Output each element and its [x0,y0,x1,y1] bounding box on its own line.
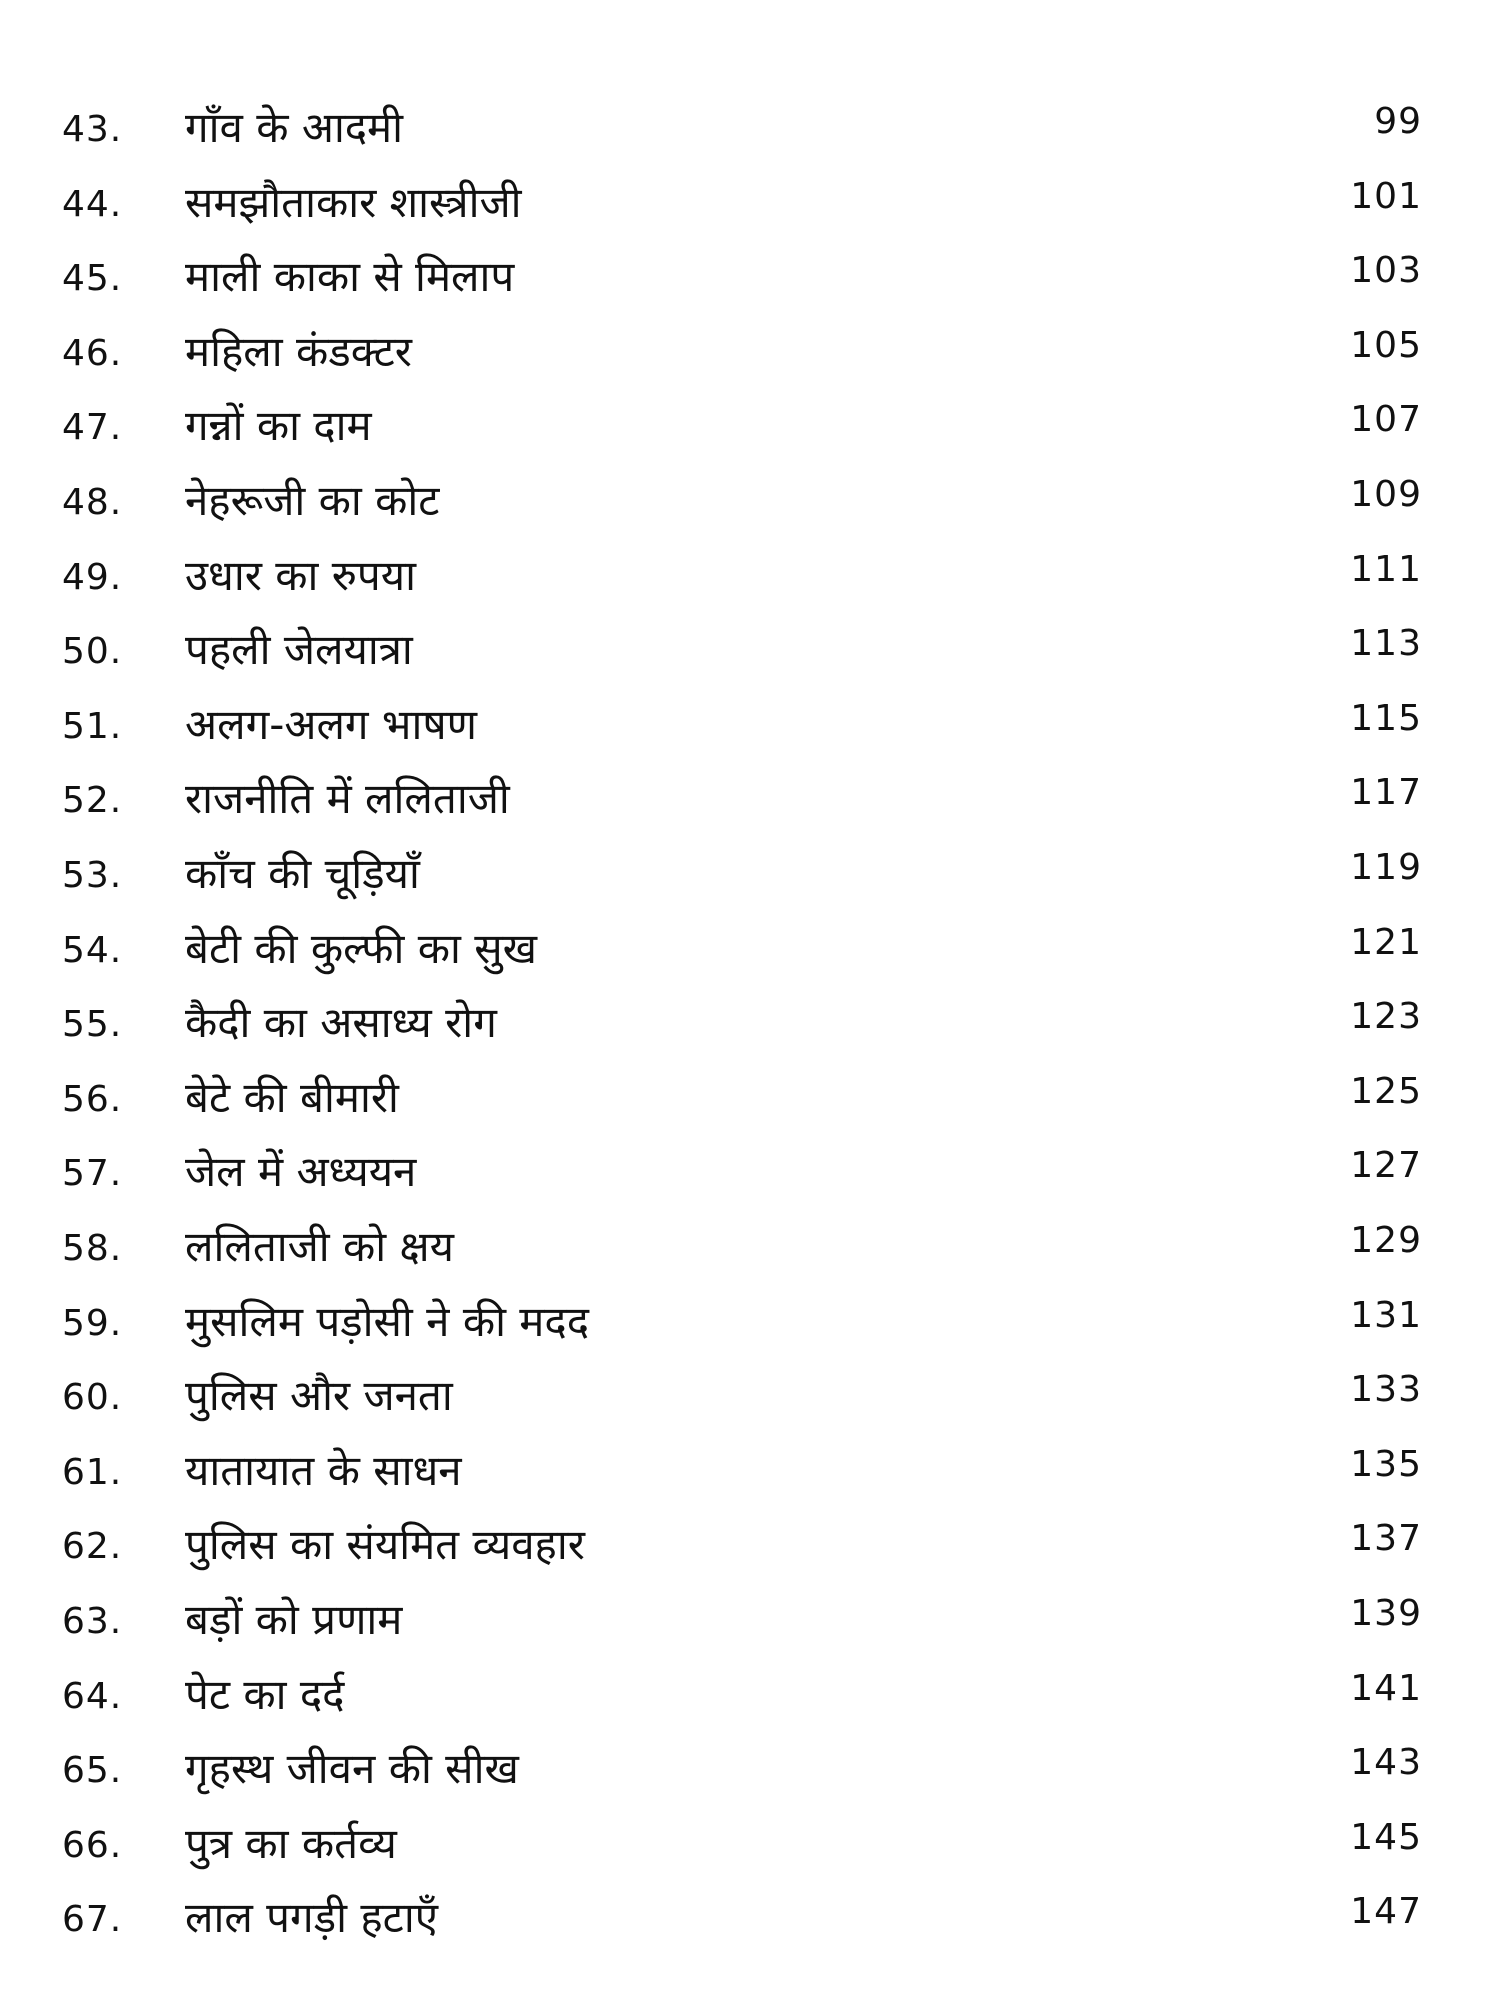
entry-page-number: 139 [1350,1593,1422,1634]
entry-title: पुलिस का संयमित व्यवहार [185,1520,585,1570]
entry-title: कैदी का असाध्य रोग [185,998,497,1048]
toc-entry [0,540,1500,614]
entry-page-number: 143 [1350,1742,1422,1784]
toc-entry [0,689,1500,763]
entry-page-number: 125 [1350,1070,1422,1112]
entry-number: 44. [62,183,123,225]
entry-number: 55. [62,1004,123,1046]
entry-page-number: 101 [1350,175,1422,217]
entry-page-number: 123 [1350,996,1422,1038]
entry-page-number: 103 [1350,250,1422,292]
entry-number: 58. [62,1228,123,1269]
entry-page-number: 141 [1350,1667,1422,1709]
entry-page-number: 107 [1350,399,1422,441]
entry-title: मुसलिम पड़ोसी ने की मदद [185,1296,590,1346]
entry-title: लाल पगड़ी हटाएँ [185,1893,438,1943]
toc-entry [0,763,1500,837]
entry-title: गाँव के आदमी [185,103,404,152]
entry-number: 49. [62,556,123,598]
entry-number: 59. [62,1302,123,1344]
toc-entry [0,465,1500,539]
entry-number: 53. [62,855,123,896]
entry-number: 66. [62,1824,123,1866]
entry-page-number: 109 [1350,474,1422,515]
entry-number: 57. [62,1153,123,1195]
entry-title: बड़ों को प्रणाम [185,1595,403,1644]
entry-title: पुत्र का कर्तव्य [185,1818,397,1868]
entry-page-number: 119 [1350,847,1422,888]
entry-page-number: 135 [1350,1443,1422,1485]
toc-entry [0,1062,1500,1136]
entry-title: यातायात के साधन [185,1445,462,1495]
entry-title: माली काका से मिलाप [185,252,515,302]
entry-page-number: 111 [1350,548,1422,590]
entry-title: उधार का रुपया [185,550,416,600]
entry-number: 45. [62,258,123,300]
toc-entry [0,614,1500,688]
toc-entry [0,1882,1500,1956]
toc-entry [0,167,1500,241]
entry-number: 51. [62,705,123,747]
toc-entry [0,987,1500,1061]
entry-title: महिला कंडक्टर [185,326,412,376]
entry-title: पुलिस और जनता [185,1371,453,1421]
entry-number: 48. [62,482,123,523]
entry-number: 47. [62,407,123,449]
entry-page-number: 147 [1350,1891,1422,1933]
entry-number: 52. [62,780,123,822]
entry-number: 64. [62,1675,123,1717]
entry-number: 61. [62,1451,123,1493]
entry-title: जेल में अध्ययन [185,1147,417,1197]
entry-number: 56. [62,1078,123,1120]
entry-title: ललिताजी को क्षय [185,1222,454,1271]
toc-entry [0,838,1500,912]
toc-entry [0,1808,1500,1882]
entry-page-number: 127 [1350,1145,1422,1187]
entry-title: राजनीति में ललिताजी [185,774,510,824]
entry-title: बेटे की बीमारी [185,1072,399,1122]
toc-entry [0,316,1500,390]
entry-page-number: 137 [1350,1518,1422,1560]
toc-entry [0,1584,1500,1658]
entry-title: काँच की चूड़ियाँ [185,849,420,898]
toc-entry [0,1211,1500,1285]
toc-entry [0,913,1500,987]
entry-page-number: 129 [1350,1220,1422,1261]
entry-number: 63. [62,1601,123,1642]
entry-number: 43. [62,109,123,150]
entry-number: 50. [62,631,123,673]
entry-number: 60. [62,1377,123,1419]
toc-entry [0,241,1500,315]
toc-entry [0,1435,1500,1509]
entry-page-number: 115 [1350,697,1422,739]
entry-page-number: 99 [1374,101,1422,142]
entry-number: 65. [62,1750,123,1792]
toc-entry [0,1509,1500,1583]
entry-title: पेट का दर्द [185,1669,345,1719]
toc-entry [0,1286,1500,1360]
entry-title: समझौताकार शास्त्रीजी [185,177,522,227]
toc-entry [0,92,1500,166]
entry-number: 62. [62,1526,123,1568]
toc-entry [0,1733,1500,1807]
entry-page-number: 105 [1350,324,1422,366]
entry-number: 46. [62,332,123,374]
entry-number: 54. [62,929,123,971]
entry-title: अलग-अलग भाषण [185,699,477,749]
entry-page-number: 145 [1350,1816,1422,1858]
toc-entry [0,1659,1500,1733]
entry-number: 67. [62,1899,123,1941]
entry-page-number: 131 [1350,1294,1422,1336]
entry-title: गन्नों का दाम [185,401,372,451]
entry-title: बेटी की कुल्फी का सुख [185,923,537,973]
entry-title: नेहरूजी का कोट [185,476,440,525]
entry-page-number: 133 [1350,1369,1422,1411]
entry-title: गृहस्थ जीवन की सीख [185,1744,519,1794]
entry-title: पहली जेलयात्रा [185,625,413,675]
toc-entry [0,390,1500,464]
toc-entry [0,1136,1500,1210]
entry-page-number: 117 [1350,772,1422,814]
entry-page-number: 113 [1350,623,1422,665]
entry-page-number: 121 [1350,921,1422,963]
toc-entry [0,1360,1500,1434]
